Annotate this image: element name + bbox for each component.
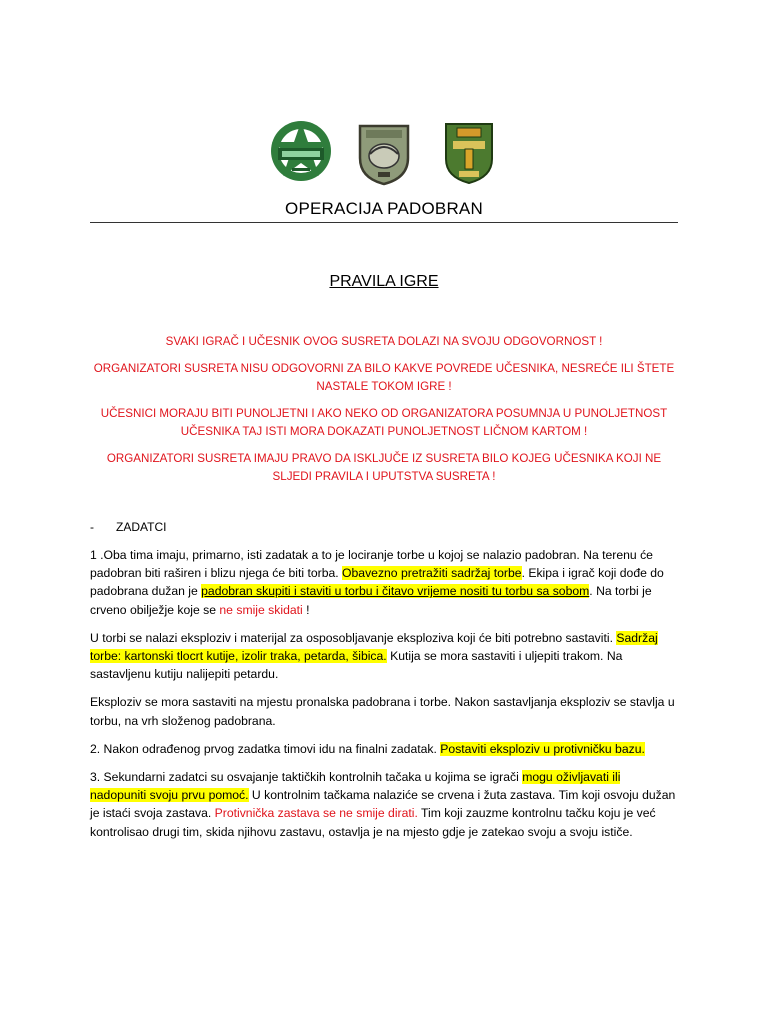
kaski-logo: [443, 121, 495, 185]
task-paragraph-3: Eksploziv se mora sastaviti na mjestu pronalska padobrana i torbe. Nakon sastavljanja eksploziv se stavlja u torbu, na vrh složenog padobrana.: [90, 695, 675, 728]
warning-item: ORGANIZATORI SUSRETA NISU ODGOVORNI ZA BILO KAKVE POVREDE UČESNIKA, NESREĆE ILI ŠTETE NASTALE TOKOM IGRE !: [93, 362, 675, 393]
text-run: Tim koji zauzme kontrolnu tačku koju je već kontrolisao drugi tim, skida njihovu zastavu, ostavlja je na mjesto gdje je zatekao svoju a svoju ističe.: [90, 806, 656, 839]
text-run: U kontrolnim tačkama nalaziće se crvena i žuta zastava. Tim koji osvoju dužan je istaći svoja zastava.: [90, 788, 676, 821]
task-paragraph-5: [90, 768, 678, 841]
warning-item: UČESNICI MORAJU BITI PUNOLJETNI I AKO NEKO OD ORGANIZATORA POSUMNJA U PUNOLJETNOST UČESNIKA TAJ ISTI MORA DOKAZATI PUNOLJETNOST LIČNOM KARTOM !: [100, 407, 668, 438]
highlighted-text: Postaviti eksploziv u protivničku bazu.: [440, 741, 645, 756]
orion-logo: [268, 118, 334, 184]
warnings-block: [90, 333, 678, 495]
highlighted-text: padobran skupiti i staviti u torbu i čitavo vrijeme nositi tu torbu sa sobom: [201, 584, 590, 599]
tasks-body: [90, 546, 678, 851]
red-text: ne smije skidati: [219, 602, 303, 617]
warning-item: SVAKI IGRAČ I UČESNIK OVOG SUSRETA DOLAZI NA SVOJU ODGOVORNOST !: [165, 335, 603, 348]
text-run: Kutija se mora sastaviti i uljepiti trakom. Na sastavljenu kutiju nalijepiti petardu.: [90, 649, 623, 682]
text-run: 2. Nakon odrađenog prvog zadatka timovi idu na finalni zadatak.: [90, 741, 441, 756]
logo-row: [0, 118, 768, 188]
highlighted-text: Sadržaj torbe: kartonski tlocrt kutije, izolir traka, petarda, šibica.: [90, 630, 658, 664]
document-title: OPERACIJA PADOBRAN: [285, 199, 483, 218]
task-paragraph-4: [90, 740, 678, 758]
bullet-dash: -: [90, 520, 94, 534]
document-subtitle: PRAVILA IGRE: [329, 273, 439, 290]
task-paragraph-2: [90, 629, 678, 684]
tasks-heading: [90, 520, 166, 534]
red-text: Protivnička zastava se ne smije dirati.: [214, 806, 418, 821]
tasks-heading-label: ZADATCI: [116, 520, 167, 534]
highlighted-text: Obavezno pretražiti sadržaj torbe: [342, 566, 522, 581]
spartan-logo: [356, 122, 412, 186]
text-run: 1 .Oba tima imaju, primarno, isti zadatak a to je lociranje torbe u kojoj se nalazio padobran. Na terenu će padobran biti raširen i blizu njega će biti torba.: [90, 548, 653, 581]
text-run: U torbi se nalazi eksploziv i materijal za osposobljavanje eksploziva koji će biti potrebno sastaviti.: [90, 630, 617, 645]
text-run: . Ekipa i igrač koji dođe do padobrana dužan je: [90, 566, 664, 599]
text-run: 3. Sekundarni zadatci su osvajanje taktičkih kontrolnih tačaka u kojima se igrači: [90, 770, 523, 785]
title-divider: [90, 222, 678, 223]
text-run: !: [302, 602, 310, 617]
highlighted-text: mogu oživljavati ili nadopuniti svoju prvu pomoć.: [90, 770, 621, 803]
warning-item: ORGANIZATORI SUSRETA IMAJU PRAVO DA ISKLJUČE IZ SUSRETA BILO KOJEG UČESNIKA KOJI NE SLJEDI PRAVILA I UPUTSTVA SUSRETA !: [106, 452, 662, 483]
task-paragraph-1: [90, 546, 678, 619]
text-run: . Na torbi je crveno obilježje koje se: [90, 584, 652, 617]
